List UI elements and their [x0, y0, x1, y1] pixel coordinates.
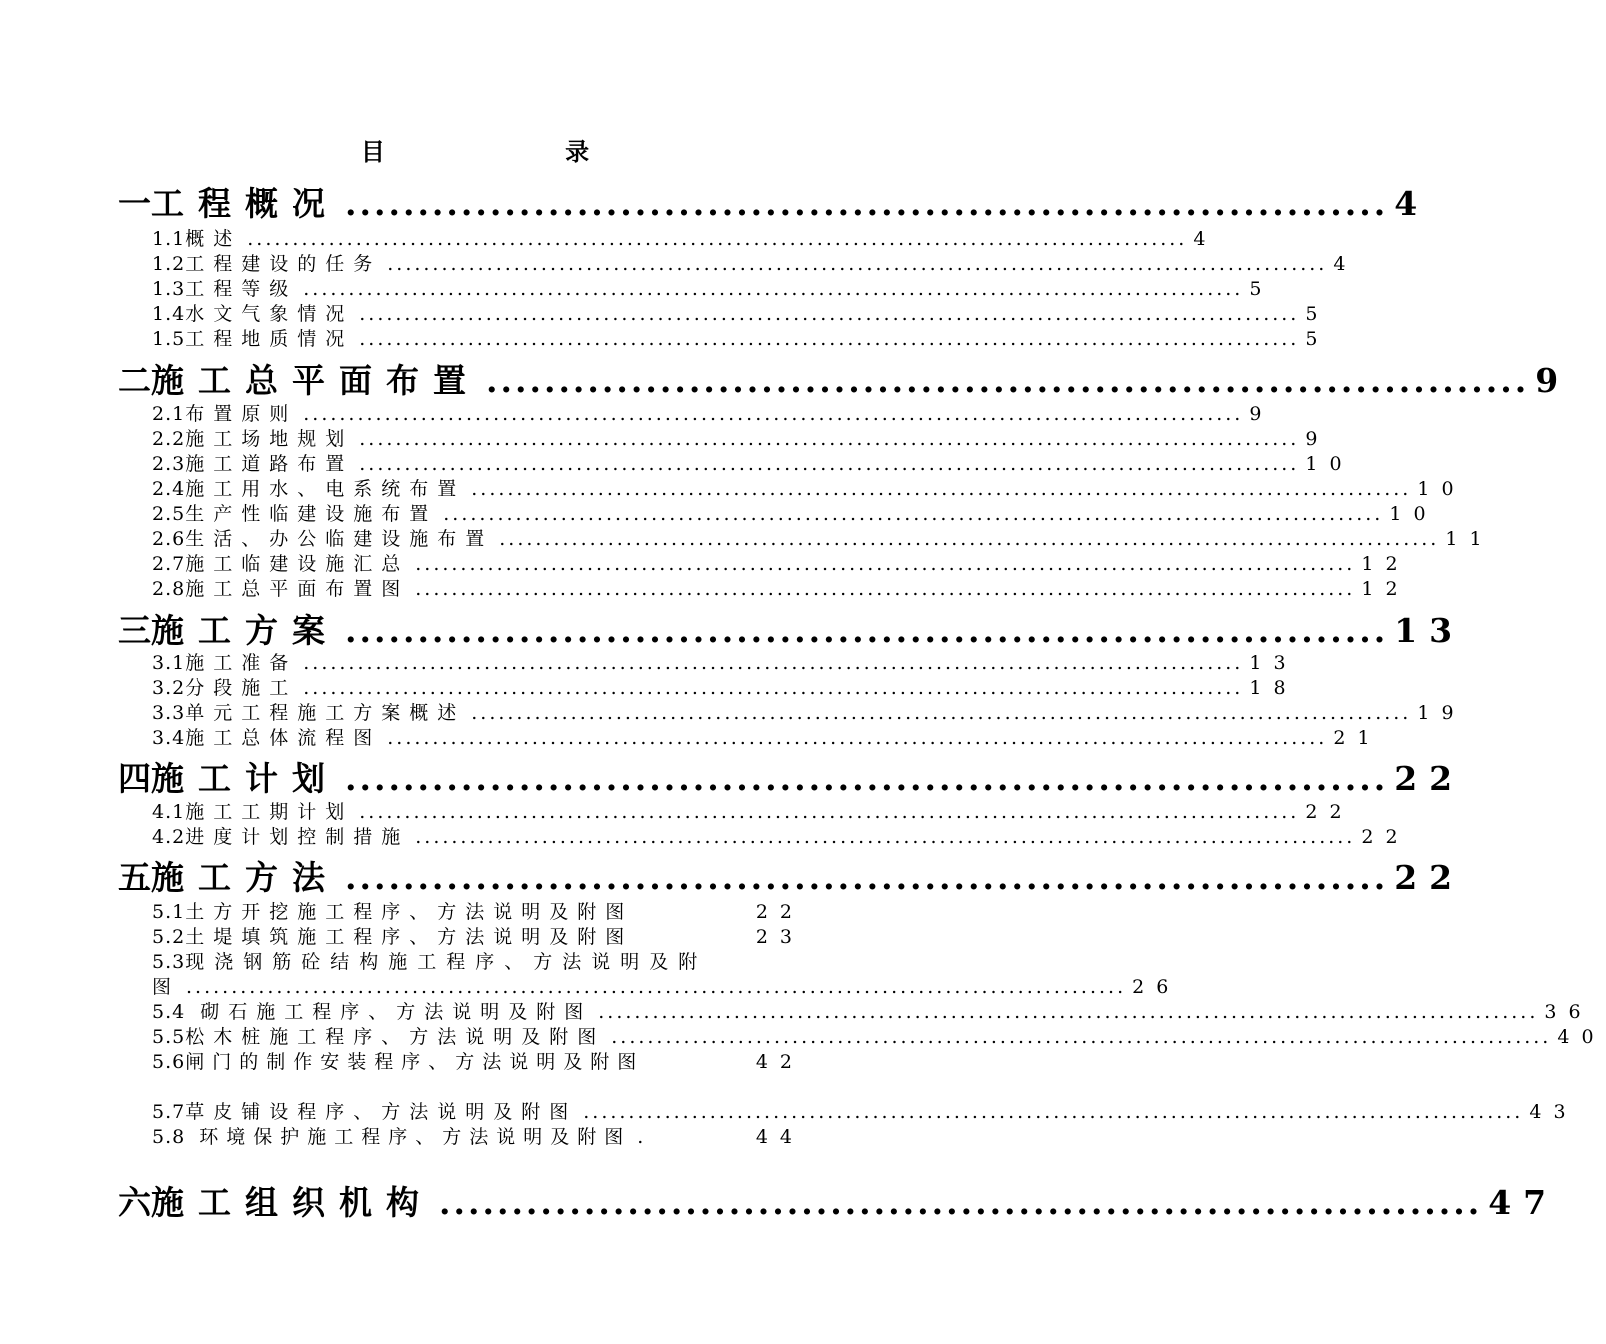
leader-dots: ........................................................................ — [345, 184, 1389, 223]
toc-section[interactable]: 4.1 施工工期计划 ........................................................................................................ 22 — [152, 801, 1354, 823]
toc-section[interactable]: 4.2 进度计划控制措施 ........................................................................................................ 22 — [152, 826, 1410, 848]
toc-chapter[interactable]: 六 施工组织机构 ........................................................................ 47 — [118, 1183, 1559, 1222]
toc-section[interactable]: 2.2 施工场地规划 ........................................................................................................ 9 — [152, 428, 1330, 450]
toc-section[interactable]: 1.4 水文气象情况 ........................................................................................................ 5 — [152, 303, 1330, 325]
toc-section[interactable]: 5.3 现浇钢筋砼结构施工程序、方法说明及附 — [152, 951, 708, 973]
toc-section[interactable]: 1.2 工程建设的任务 ........................................................................................................ 4 — [152, 253, 1358, 275]
toc-section[interactable]: 2.8 施工总平面布置图 ........................................................................................................ 12 — [152, 578, 1410, 600]
toc-chapter[interactable]: 一 工程概况 ........................................................................ 4 — [118, 184, 1430, 223]
toc-section[interactable]: 5.7 草皮铺设程序、方法说明及附图 ........................................................................................................ 43 — [152, 1101, 1578, 1123]
toc-section[interactable]: 3.3 单元工程施工方案概述 ........................................................................................................ 19 — [152, 702, 1466, 724]
toc-section[interactable]: 5.6 闸门的制作安装程序、方法说明及附图 42 — [152, 1051, 804, 1073]
toc-section[interactable]: 5.4 砌石施工程序、方法说明及附图 ........................................................................................................ 36 — [152, 1001, 1593, 1023]
toc-section[interactable]: 2.6 生活、办公临建设施布置 ........................................................................................................ 11 — [152, 528, 1494, 550]
toc-section[interactable]: 2.5 生产性临建设施布置 ........................................................................................................ 10 — [152, 503, 1438, 525]
toc-section[interactable]: 3.4 施工总体流程图 ........................................................................................................ 21 — [152, 727, 1382, 749]
toc-section[interactable]: 2.4 施工用水、电系统布置 ........................................................................................................ 10 — [152, 478, 1466, 500]
toc-title: 目 录 — [360, 137, 676, 166]
toc-section[interactable]: 3.2 分段施工 ........................................................................................................ 18 — [152, 677, 1298, 699]
toc-section[interactable]: 2.1 布置原则 ........................................................................................................ 9 — [152, 403, 1274, 425]
toc-section[interactable]: 1.5 工程地质情况 ........................................................................................................ 5 — [152, 328, 1330, 350]
toc-section[interactable]: 5.1 土方开挖施工程序、方法说明及附图 22 — [152, 901, 804, 923]
toc-section[interactable]: 1.3 工程等级 ........................................................................................................ 5 — [152, 278, 1274, 300]
toc-section[interactable]: 5.8 环境保护施工程序、方法说明及附图 . 44 — [152, 1126, 804, 1148]
toc-section[interactable]: 5.2 土堤填筑施工程序、方法说明及附图 23 — [152, 926, 804, 948]
toc-chapter[interactable]: 五 施工方法 ........................................................................ 22 — [118, 858, 1465, 897]
toc-section[interactable]: 2.3 施工道路布置 ........................................................................................................ 10 — [152, 453, 1354, 475]
toc-chapter[interactable]: 三 施工方案 ........................................................................ 13 — [118, 611, 1465, 650]
toc-chapter[interactable]: 二 施工总平面布置 ........................................................................ 9 — [118, 361, 1571, 400]
toc-section[interactable]: 2.7 施工临建设施汇总 ........................................................................................................ 12 — [152, 553, 1410, 575]
toc-section[interactable]: 3.1 施工准备 ........................................................................................................ 13 — [152, 652, 1298, 674]
toc-section[interactable]: 5.5 松木桩施工程序、方法说明及附图 ........................................................................................................ 40 — [152, 1026, 1606, 1048]
toc-section[interactable]: 1.1 概述 ........................................................................................................ 4 — [152, 228, 1218, 250]
toc-chapter[interactable]: 四 施工计划 ........................................................................ 22 — [118, 759, 1465, 798]
toc-section-continued[interactable]: 图 ........................................................................................................ 26 — [152, 976, 1181, 998]
